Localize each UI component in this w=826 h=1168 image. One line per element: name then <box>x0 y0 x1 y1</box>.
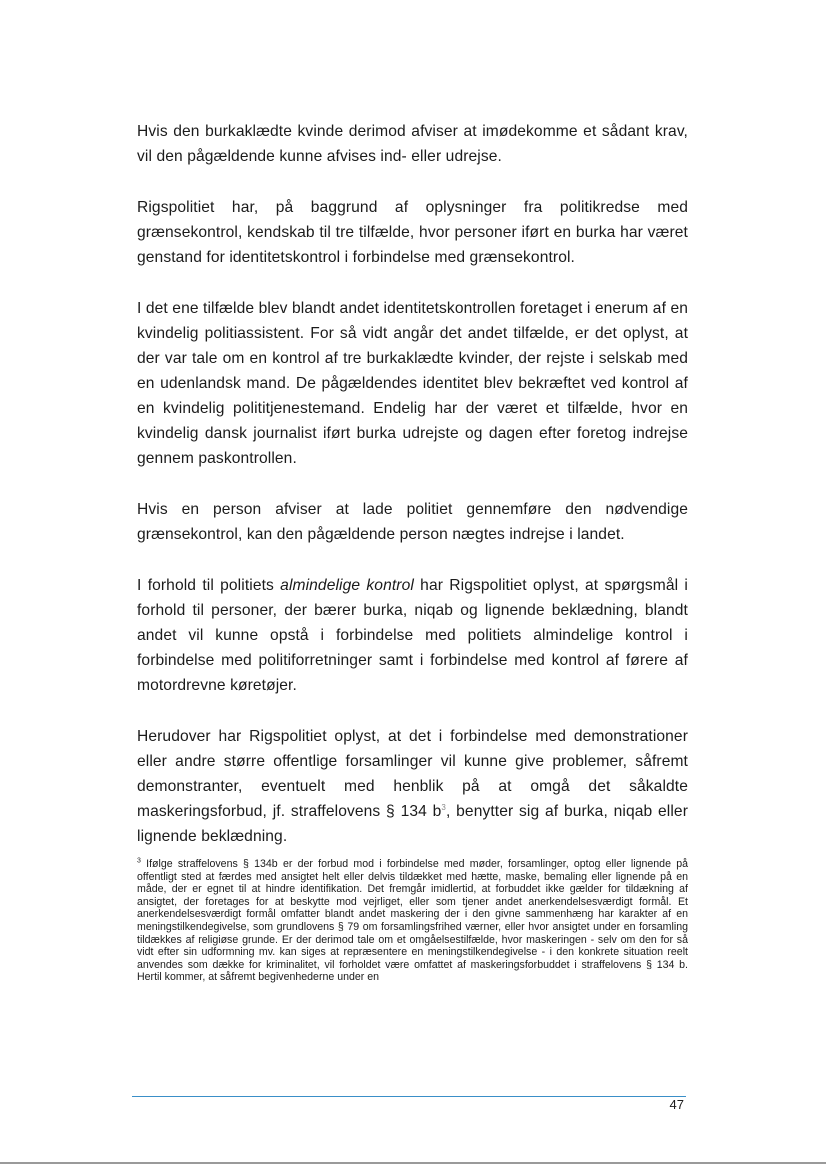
page-number: 47 <box>669 1097 684 1112</box>
paragraph: I det ene tilfælde blev blandt andet identitetskontrollen foretaget i enerum af en kvindelig politiassistent. For så vidt angår det andet tilfælde, er det oplyst, at der var tale om en kontrol af tre burkaklædte kvinder, der rejste i selskab med en udenlandsk mand. De pågældendes identitet blev bekræftet ved kontrol af en kvindelig polititjenestemand. Endelig har der været et tilfælde, hvor en kvindelig dansk journalist iført burka udrejste og dagen efter foretog indrejse gennem paskontrollen. <box>137 300 688 467</box>
paragraph: Rigspolitiet har, på baggrund af oplysninger fra politikredse med grænsekontrol, kendskab til tre tilfælde, hvor personer iført en burka har været genstand for identitetskontrol i forbindelse med grænsekontrol. <box>137 199 688 266</box>
paragraph: Hvis en person afviser at lade politiet gennemføre den nødvendige grænsekontrol, kan den pågældende person nægtes indrejse i landet. <box>137 501 688 543</box>
paragraph: Hvis den burkaklædte kvinde derimod afviser at imødekomme et sådant krav, vil den pågældende kunne afvises ind- eller udrejse. <box>137 123 688 165</box>
footnote-reference: 3 <box>441 802 446 812</box>
text-segment: , benytter sig af burka, niqab eller lignende beklædning. <box>137 803 688 845</box>
page-body <box>137 119 688 875</box>
text-segment: I forhold til politiets <box>137 577 281 594</box>
footnote-text: Ifølge straffelovens § 134b er der forbud mod i forbindelse med møder, forsamlinger, optog eller lignende på offentligt sted at færdes med ansigtet helt eller delvis tildækket med hætte, maske, bemaling eller lignende på en måde, der er egnet til at hindre identifikation. Det fremgår imidlertid, at forbuddet ikke gælder for tildækning af ansigtet, der foretages for at beskytte mod vejrliget, eller som tjener andet anerkendelsesværdigt formål. Et anerkendelsesværdigt formål omfatter blandt andet maskering der i den givne sammenhæng har karakter af en meningstilkendegivelse, som grundlovens § 79 om forsamlingsfrihed værner, eller hvor ansigtet under en forsamling tildækkes af religiøse grunde. Er der derimod tale om et omgåelsestilfælde, hvor maskeringen - selv om den for så vidt efter sin udformning mv. kan siges at repræsentere en meningstilkendegivelse - i den konkrete situation reelt anvendes som dække for kriminalitet, vil forholdet være omfattet af maskeringsforbuddet i straffelovens § 134 b. Hertil kommer, at såfremt begivenhederne under en <box>137 858 688 984</box>
scan-edge-line <box>0 1162 826 1164</box>
text-segment: har Rigspolitiet oplyst, at spørgsmål i forhold til personer, der bærer burka, niqab og lignende beklædning, blandt andet vil kunne opstå i forbindelse med politiets almindelige kontrol i forbindelse med politiforretninger samt i forbindelse med kontrol af førere af motordrevne køretøjer. <box>137 577 688 694</box>
footer-rule <box>132 1096 686 1097</box>
paragraph-control <box>137 573 688 698</box>
footnote <box>137 858 688 984</box>
emphasized-term: almindelige kontrol <box>280 577 414 594</box>
footnote-marker: 3 <box>137 857 141 865</box>
text-segment: Herudover har Rigspolitiet oplyst, at det i forbindelse med demonstrationer eller andre større offentlige forsamlinger vil kunne give problemer, såfremt demonstranter, eventuelt med henblik på at omgå det såkaldte maskeringsforbud, jf. straffelovens § 134 b <box>137 728 688 820</box>
paragraph-demonstrations <box>137 724 688 849</box>
